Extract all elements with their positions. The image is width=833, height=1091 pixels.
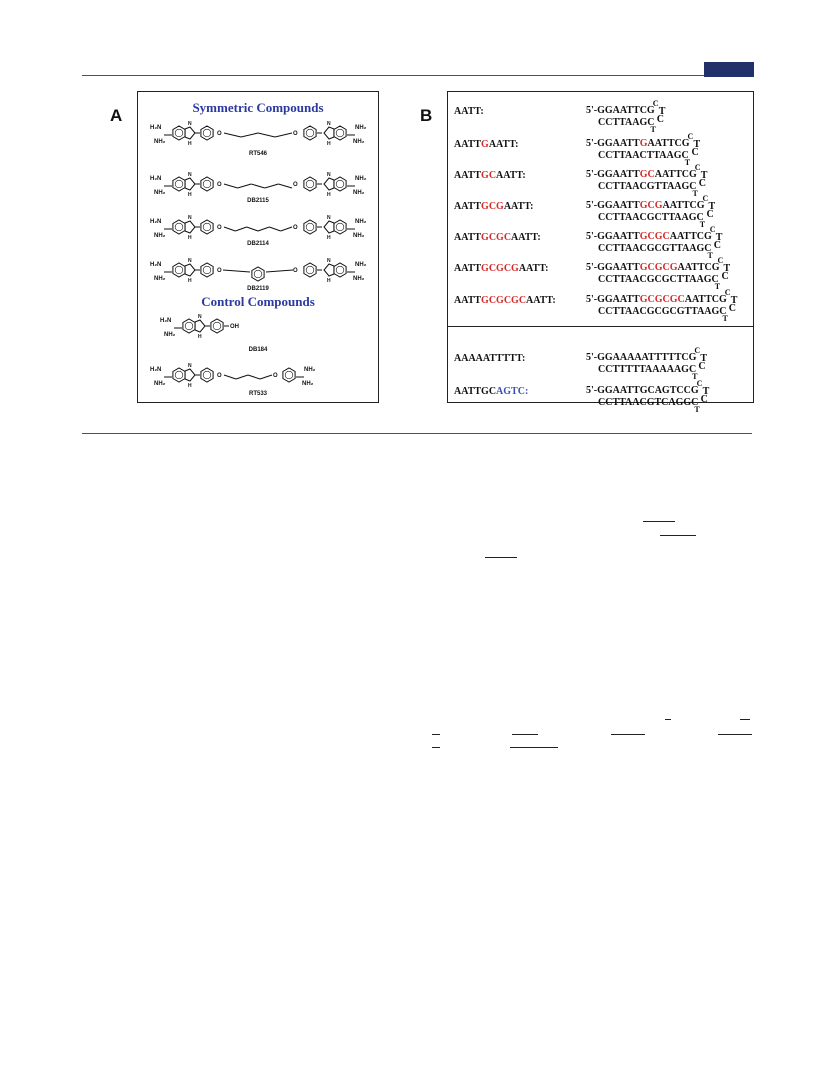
sequence-row: [448, 379, 753, 414]
atom-label: H₂N: [150, 219, 162, 225]
strand-part: 5'-GGAATT: [586, 200, 640, 211]
atom-label: NH₂: [302, 381, 314, 387]
loop-base: T: [715, 232, 723, 243]
top-strand: [586, 138, 690, 149]
loop-base: C: [713, 240, 721, 251]
atom-label: O: [217, 268, 222, 274]
sequence-row: [448, 225, 753, 260]
atom-label: H: [327, 278, 331, 284]
atom-label: NH₂: [353, 276, 365, 282]
name-part: AATT:: [503, 201, 534, 212]
bottom-strand: [598, 117, 654, 128]
loop-base: T: [723, 263, 731, 274]
strand-part: CCTTAACGCGTTAAGC: [598, 243, 712, 254]
name-part: AATT:: [511, 232, 541, 243]
name-highlight: G: [481, 139, 489, 150]
benzene-ring: [211, 319, 223, 333]
bond: [241, 133, 258, 137]
symmetric-header: Symmetric Compounds: [192, 100, 324, 115]
sequence-name: [454, 232, 541, 243]
benzene-ring: [183, 319, 195, 333]
atom-label: NH₂: [154, 276, 166, 282]
atom-label: NH₂: [154, 139, 166, 145]
atom-label: NH₂: [355, 262, 367, 268]
loop-base: C: [721, 271, 729, 282]
db2114-structure: [142, 212, 374, 244]
strand-part: 5'-GGAATT: [586, 169, 640, 180]
compound-label: DB2114: [247, 241, 269, 247]
atom-label: H: [188, 383, 192, 389]
aromatic-circle: [175, 371, 183, 379]
name-part: AATT: [454, 139, 482, 150]
underline-mark: [611, 734, 645, 735]
atom-label: H₂N: [150, 367, 162, 373]
atom-label: NH₂: [355, 176, 367, 182]
aromatic-circle: [175, 266, 183, 274]
name-part: AATT: [454, 170, 482, 181]
benzene-ring: [201, 177, 213, 191]
aromatic-circle: [175, 180, 183, 188]
bond: [235, 227, 246, 231]
strand-part: CCTTAACGCGCTTAAGC: [598, 274, 719, 285]
atom-label: NH₂: [353, 190, 365, 196]
imidazole-ring: [195, 320, 205, 332]
aromatic-circle: [203, 180, 211, 188]
name-highlight: GCG: [481, 201, 504, 212]
bond: [281, 227, 292, 231]
aromatic-circle: [336, 266, 344, 274]
atom-label: N: [188, 172, 192, 178]
underline-mark: [432, 747, 440, 748]
aromatic-circle: [336, 129, 344, 137]
bond: [238, 184, 252, 188]
atom-label: NH₂: [304, 367, 316, 373]
top-strand: [586, 385, 699, 396]
name-part: AATT:: [496, 170, 526, 181]
loop-base: C: [724, 288, 731, 297]
imidazole-ring: [324, 264, 334, 276]
benzene-ring: [173, 126, 185, 140]
underline-mark: [665, 719, 671, 720]
underline-mark: [643, 521, 675, 522]
aromatic-circle: [336, 180, 344, 188]
aromatic-circle: [203, 223, 211, 231]
strand-highlight: GCG: [639, 200, 663, 211]
underline-mark: [432, 734, 440, 735]
name-part: AATT: [454, 201, 482, 212]
sequence-row: [448, 163, 753, 198]
strand-part: AATTCG: [677, 262, 720, 273]
loop-base: C: [709, 225, 716, 234]
atom-label: O: [217, 131, 222, 137]
atom-label: N: [327, 121, 331, 127]
atom-label: NH₂: [154, 381, 166, 387]
name-highlight: GCGCGC: [481, 295, 527, 306]
compound-label: DB2119: [247, 286, 269, 292]
atom-label: N: [188, 215, 192, 221]
loop-base: C: [698, 361, 706, 372]
aromatic-circle: [306, 180, 314, 188]
loop-base: T: [730, 295, 738, 306]
loop-base: C: [700, 394, 708, 405]
strand-part: 5'-GGAATTCG: [586, 105, 655, 116]
sequence-name: [454, 106, 484, 117]
bottom-strand: [598, 364, 696, 375]
db2115-structure: [142, 169, 374, 201]
atom-label: N: [188, 258, 192, 264]
strand-part: CCTTAAGC: [598, 117, 655, 128]
loop-base: C: [717, 256, 724, 265]
loop-base: C: [696, 379, 703, 388]
bond: [258, 227, 269, 231]
compound-label: RT546: [248, 151, 267, 157]
compound-label: RT533: [248, 391, 267, 397]
loop-base: T: [700, 170, 708, 181]
strand-part: 5'-GGAATT: [586, 138, 640, 149]
underline-mark: [740, 719, 750, 720]
sequence-row: [448, 256, 753, 291]
strand-part: 5'-GGAAAAATTTTTCG: [586, 352, 697, 363]
page-tab: [704, 62, 754, 77]
rt533-structure: [142, 360, 374, 392]
name-part: AATT: [454, 106, 481, 117]
top-strand: [586, 262, 720, 273]
panel-b-sequences: [447, 91, 754, 414]
atom-label: H: [188, 192, 192, 198]
imidazole-ring: [324, 221, 334, 233]
loop-base: T: [708, 201, 716, 212]
name-highlight: GCGCG: [481, 263, 519, 274]
loop-base: T: [658, 106, 666, 117]
strand-part: CCTTAACGCTTAAGC: [598, 212, 704, 223]
atom-label: NH₂: [353, 139, 365, 145]
underline-mark: [512, 734, 538, 735]
benzene-ring: [201, 220, 213, 234]
bond: [224, 184, 238, 188]
atom-label: O: [293, 268, 298, 274]
db184-structure: [142, 311, 374, 345]
strand-highlight: GC: [639, 169, 655, 180]
benzene-ring: [304, 177, 316, 191]
loop-base: T: [700, 353, 708, 364]
sequence-row: [448, 346, 753, 381]
aromatic-circle: [203, 371, 211, 379]
atom-label: NH₂: [154, 190, 166, 196]
db2119-structure: [142, 255, 374, 287]
sequence-name: [454, 170, 526, 181]
bottom-strand: [598, 243, 712, 254]
strand-part: AATTCG: [662, 200, 705, 211]
benzene-ring: [304, 126, 316, 140]
loop-base: T: [692, 372, 698, 381]
aromatic-circle: [175, 129, 183, 137]
loop-base: C: [656, 114, 664, 125]
atom-label: H: [188, 278, 192, 284]
atom-label: O: [293, 225, 298, 231]
name-part: AATT:: [526, 295, 556, 306]
atom-label: NH₂: [355, 219, 367, 225]
bond: [266, 270, 293, 272]
atom-label: O: [217, 373, 222, 379]
atom-label: O: [273, 373, 278, 379]
panel-divider: [448, 326, 753, 327]
bond: [265, 184, 279, 188]
compound-label: DB184: [248, 347, 268, 353]
underline-mark: [510, 747, 558, 748]
strand-part: CCTTAACGTCAGGC: [598, 397, 699, 408]
figure-bottom-rule: [82, 433, 752, 434]
loop-base: T: [650, 125, 656, 134]
strand-part: AATTCG: [684, 294, 727, 305]
sequence-name: [454, 295, 556, 306]
benzene-ring: [334, 177, 346, 191]
atom-label: H₂N: [150, 262, 162, 268]
panel-a-label: A: [110, 106, 123, 125]
underline-mark: [660, 535, 696, 536]
loop-base: T: [692, 189, 698, 198]
bond: [248, 375, 260, 379]
benzene-ring: [173, 263, 185, 277]
atom-label: NH₂: [164, 332, 176, 338]
strand-highlight: GCGCG: [639, 262, 678, 273]
strand-part: CCTTTTTAAAAAGC: [598, 364, 697, 375]
bond: [278, 184, 292, 188]
top-strand: [586, 231, 712, 242]
bottom-strand: [598, 181, 697, 192]
strand-part: AATTCG: [647, 138, 690, 149]
sequence-name: [454, 386, 528, 397]
name-part: :: [480, 106, 484, 117]
top-strand: [586, 105, 655, 116]
aromatic-circle: [306, 223, 314, 231]
compound-label: DB2115: [247, 198, 269, 204]
top-strand: [586, 200, 705, 211]
atom-label: H: [327, 235, 331, 241]
bond: [260, 375, 272, 379]
imidazole-ring: [185, 369, 195, 381]
benzene-ring: [252, 267, 264, 281]
bond: [247, 227, 258, 231]
top-strand: [586, 294, 727, 305]
rt546-structure: [142, 118, 374, 150]
atom-label: H₂N: [150, 125, 162, 131]
aromatic-circle: [336, 223, 344, 231]
imidazole-ring: [185, 264, 195, 276]
loop-base: T: [684, 158, 691, 167]
strand-highlight: GCGC: [639, 231, 670, 242]
aromatic-circle: [285, 371, 293, 379]
name-part: AATT:: [518, 263, 549, 274]
strand-part: 5'-GGAATT: [586, 262, 640, 273]
aromatic-circle: [203, 129, 211, 137]
benzene-ring: [201, 126, 213, 140]
loop-base: T: [699, 220, 706, 229]
loop-base: T: [693, 139, 701, 150]
strand-part: CCTTAACGTTAAGC: [598, 181, 697, 192]
loop-base: C: [694, 163, 701, 172]
loop-base: C: [698, 178, 706, 189]
imidazole-ring: [324, 127, 334, 139]
atom-label: H₂N: [160, 318, 172, 324]
sequence-row: [448, 288, 753, 323]
loop-base: T: [722, 314, 728, 323]
bottom-strand: [598, 274, 719, 285]
aromatic-circle: [254, 270, 262, 278]
atom-label: NH₂: [355, 125, 367, 131]
underline-mark: [718, 734, 752, 735]
bottom-strand: [598, 306, 727, 317]
strand-part: CCTTAACGCGCGTTAAGC: [598, 306, 727, 317]
atom-label: N: [198, 314, 202, 320]
panel-a-structures: [137, 91, 379, 403]
sequence-name: [454, 201, 533, 212]
atom-label: O: [293, 182, 298, 188]
loop-base: C: [652, 99, 659, 108]
atom-label: N: [327, 258, 331, 264]
benzene-ring: [173, 368, 185, 382]
strand-part: 5'-GGAATT: [586, 294, 640, 305]
aromatic-circle: [185, 322, 193, 330]
bottom-strand: [598, 150, 689, 161]
control-header: Control Compounds: [201, 294, 315, 309]
name-part: AATT:: [488, 139, 519, 150]
atom-label: H: [198, 334, 202, 340]
benzene-ring: [283, 368, 295, 382]
strand-highlight: G: [639, 138, 648, 149]
atom-label: NH₂: [154, 233, 166, 239]
atom-label: N: [327, 215, 331, 221]
bottom-strand: [598, 212, 704, 223]
loop-base: T: [707, 251, 713, 260]
atom-label: O: [217, 225, 222, 231]
benzene-ring: [304, 263, 316, 277]
benzene-ring: [173, 177, 185, 191]
imidazole-ring: [185, 127, 195, 139]
atom-label: N: [327, 172, 331, 178]
atom-label: O: [217, 182, 222, 188]
benzene-ring: [173, 220, 185, 234]
benzene-ring: [201, 368, 213, 382]
header-rule: [82, 75, 752, 76]
aromatic-circle: [306, 129, 314, 137]
benzene-ring: [334, 263, 346, 277]
imidazole-ring: [185, 178, 195, 190]
strand-part: AATTCG: [654, 169, 697, 180]
loop-base: T: [694, 405, 700, 414]
strand-highlight: GCGCGC: [639, 294, 685, 305]
strand-part: 5'-GGAATT: [586, 231, 640, 242]
aromatic-circle: [175, 223, 183, 231]
name-part: AATT: [454, 263, 482, 274]
underline-mark: [485, 557, 517, 558]
atom-label: OH: [230, 324, 239, 330]
bond: [269, 227, 280, 231]
atom-label: O: [293, 131, 298, 137]
name-part: AATT: [454, 295, 482, 306]
strand-part: 5'-GGAATTGCAGTCCG: [586, 385, 699, 396]
bond: [236, 375, 248, 379]
bond: [251, 184, 265, 188]
bottom-strand: [598, 397, 698, 408]
aromatic-circle: [213, 322, 221, 330]
imidazole-ring: [185, 221, 195, 233]
loop-base: C: [702, 194, 709, 203]
bond: [224, 227, 235, 231]
loop-base: C: [691, 147, 699, 158]
name-part: AATT: [454, 232, 482, 243]
panel-b-label: B: [420, 106, 433, 125]
bond: [224, 375, 236, 379]
loop-base: C: [728, 303, 736, 314]
loop-base: T: [702, 386, 710, 397]
name-highlight: GC: [481, 170, 497, 181]
bond: [275, 133, 292, 137]
strand-part: CCTTAACTTAAGC: [598, 150, 689, 161]
bond: [258, 133, 275, 137]
sequence-name: [454, 263, 548, 274]
sequence-name: [454, 353, 525, 364]
atom-label: H: [327, 141, 331, 147]
atom-label: N: [188, 121, 192, 127]
imidazole-ring: [324, 178, 334, 190]
benzene-ring: [334, 126, 346, 140]
top-strand: [586, 352, 696, 363]
aromatic-circle: [203, 266, 211, 274]
benzene-ring: [304, 220, 316, 234]
name-part: AAAAATTTTT:: [454, 353, 526, 364]
bond: [224, 133, 241, 137]
loop-base: C: [694, 346, 701, 355]
bond: [223, 270, 250, 272]
loop-base: C: [687, 132, 694, 141]
atom-label: H: [188, 141, 192, 147]
sequence-name: [454, 139, 518, 150]
aromatic-circle: [306, 266, 314, 274]
sequence-row: [448, 194, 753, 229]
sequence-row: [448, 99, 753, 134]
name-highlight: GCGC: [481, 232, 512, 243]
name-highlight: AGTC:: [496, 386, 529, 397]
atom-label: N: [188, 363, 192, 369]
strand-part: AATTCG: [669, 231, 712, 242]
top-strand: [586, 169, 697, 180]
name-part: AATTGC: [454, 386, 497, 397]
loop-base: C: [706, 209, 714, 220]
atom-label: H: [188, 235, 192, 241]
loop-base: T: [714, 282, 721, 291]
atom-label: H₂N: [150, 176, 162, 182]
benzene-ring: [201, 263, 213, 277]
sequence-row: [448, 132, 753, 167]
atom-label: NH₂: [353, 233, 365, 239]
benzene-ring: [334, 220, 346, 234]
atom-label: H: [327, 192, 331, 198]
